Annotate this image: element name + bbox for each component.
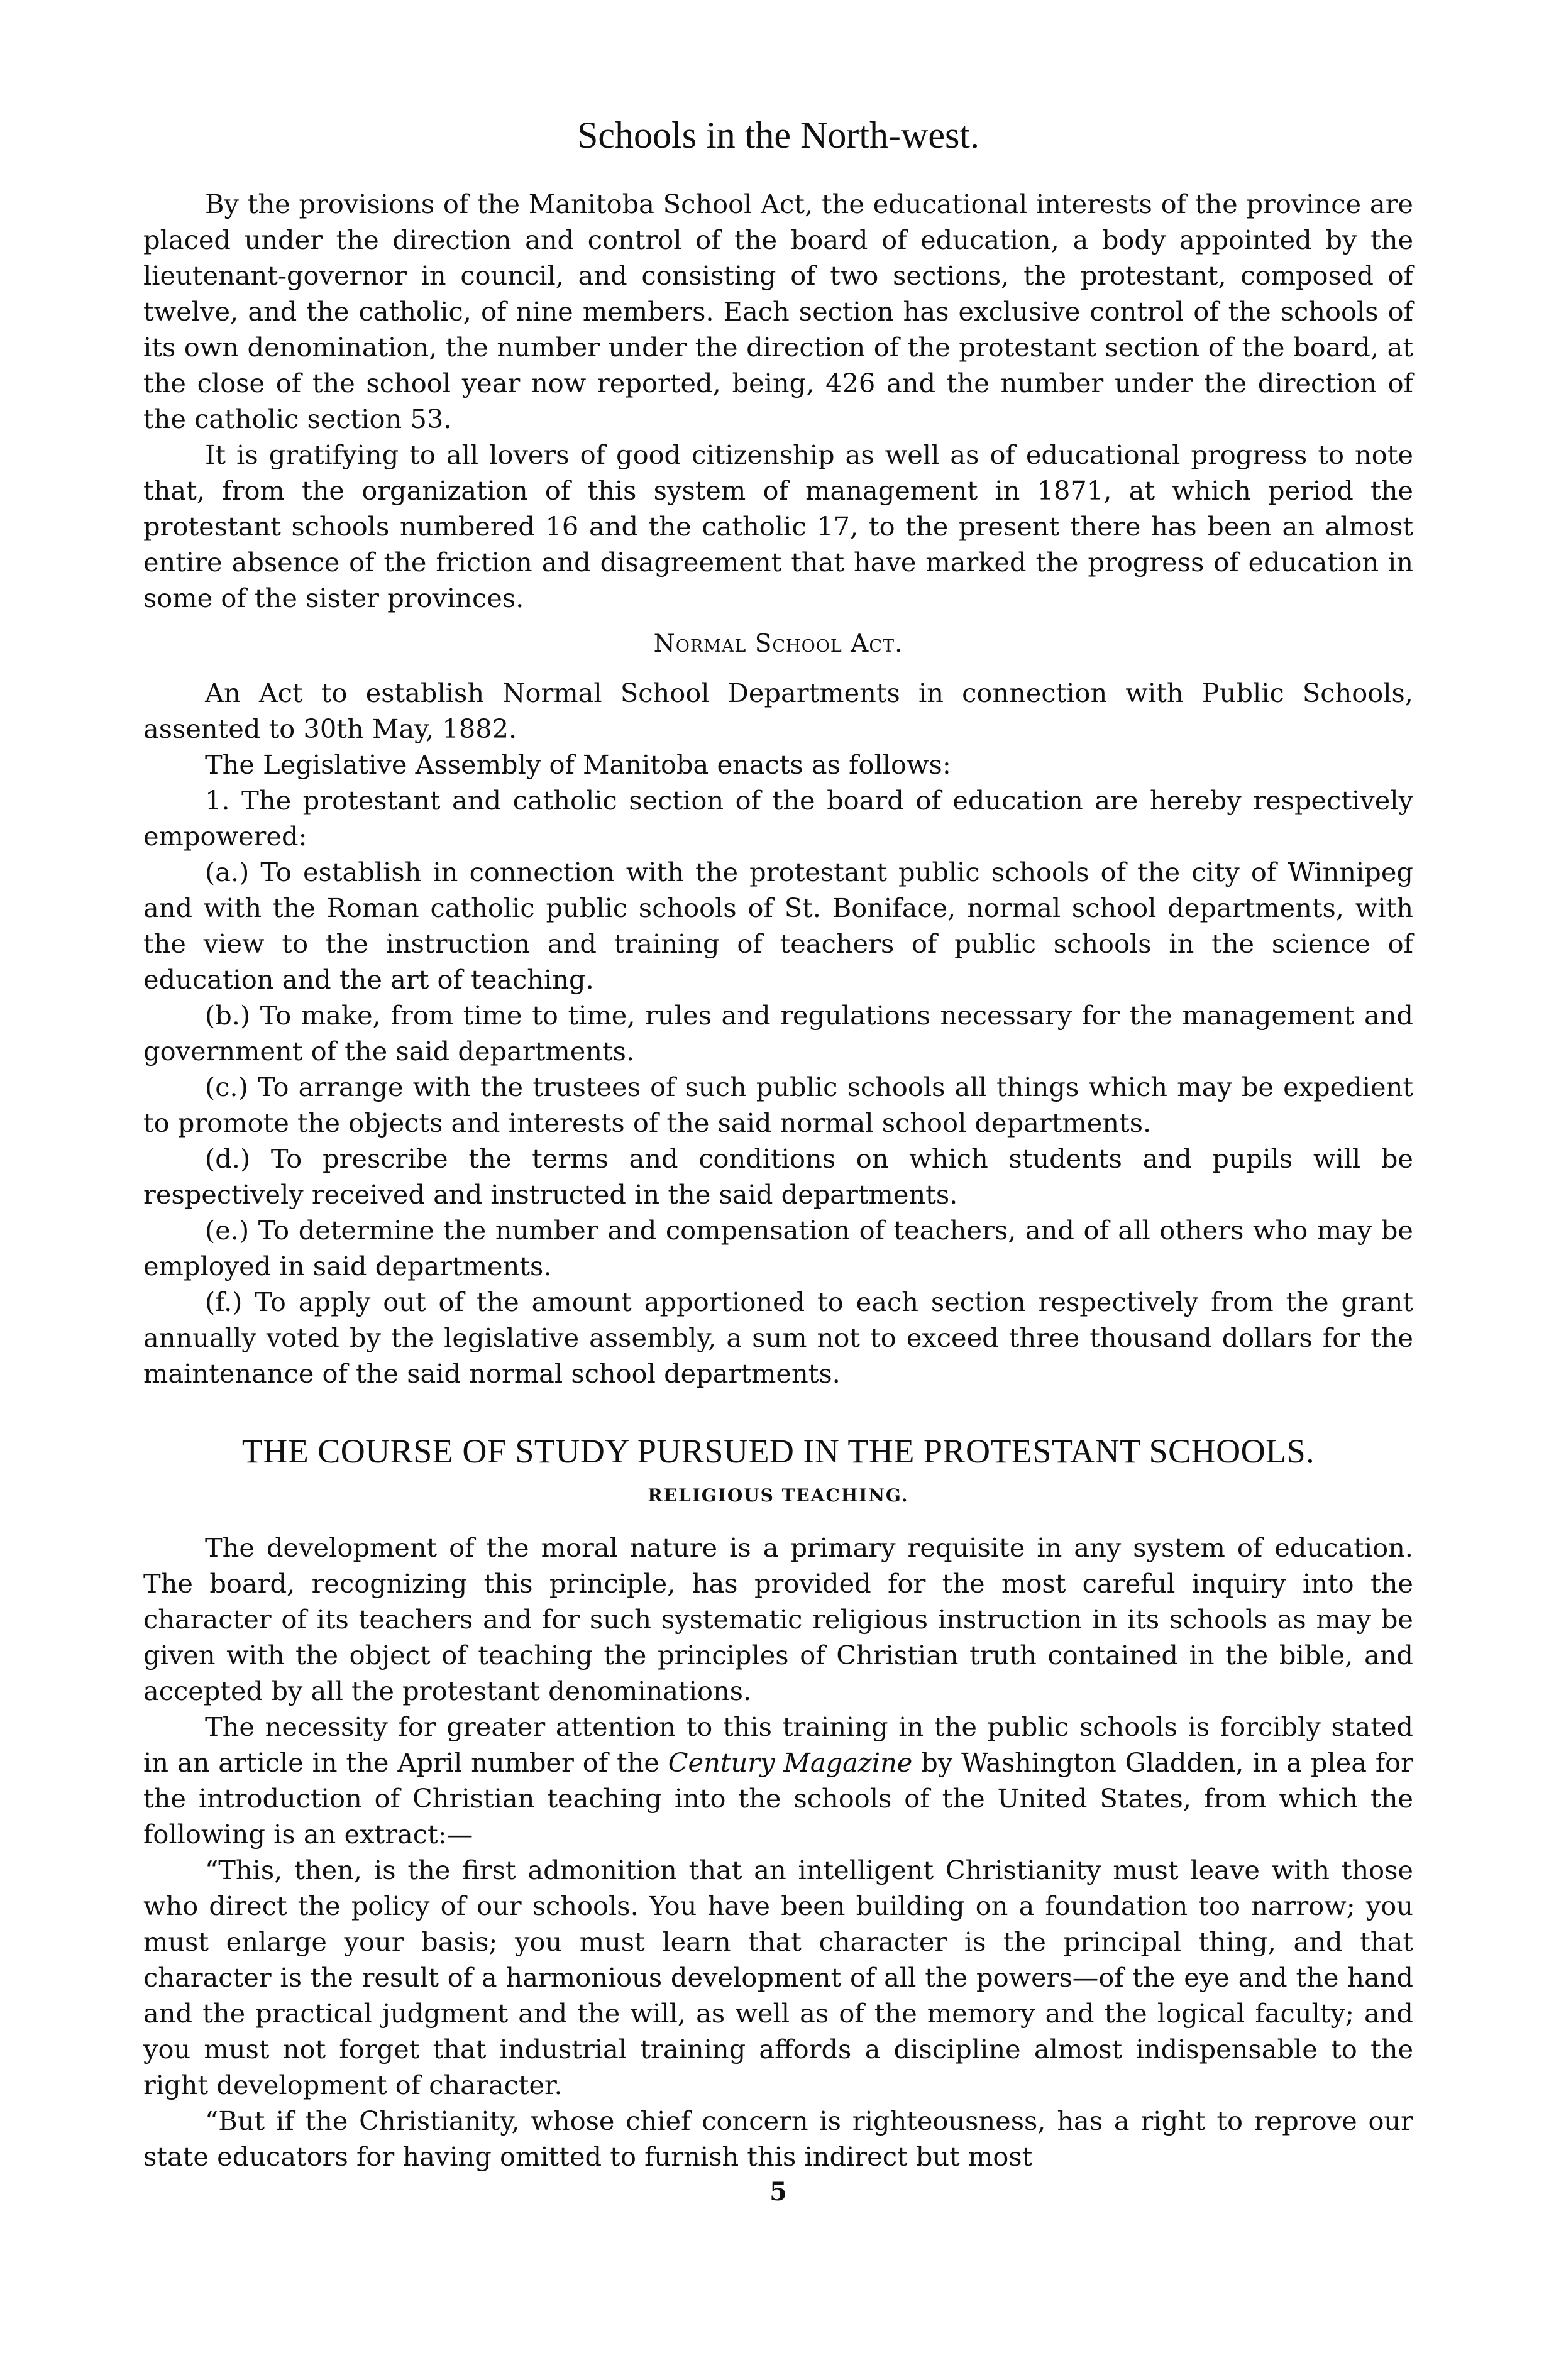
clause-e: (e.) To determine the number and compensation of teachers, and of all others who may be employed in said departments.: [143, 1215, 1413, 1281]
clause-c: (c.) To arrange with the trustees of such public schools all things which may be expedient to promote the objects and interests of the said normal school departments.: [143, 1072, 1413, 1138]
paragraph-citizenship: It is gratifying to all lovers of good citizenship as well as of educational progress to note that, from the organization of this system of management in 1871, at which period the protestant schools numbered 16 and the catholic 17, to the present there has been an almost entire absence of the friction and disagreement that have marked the progress of education in some of the sister provinces.: [143, 439, 1413, 613]
paragraph-clause-1: 1. The protestant and catholic section of the board of education are hereby respectively empowered:: [143, 785, 1413, 852]
necessity-text-start: The necessity for greater attention to this training in the public schools is forcibly stated in an article in the April number of the: [143, 1711, 1413, 1778]
clause-b: (b.) To make, from time to time, rules and regulations necessary for the management and government of the said departments.: [143, 1000, 1413, 1067]
document-page: [143, 113, 1413, 2207]
page-title: Schools in the North-west.: [577, 114, 979, 156]
paragraph-enacts: The Legislative Assembly of Manitoba enacts as follows:: [205, 749, 951, 780]
heading-course-of-study: THE COURSE OF STUDY PURSUED IN THE PROTESTANT SCHOOLS.: [241, 1432, 1315, 1470]
necessity-text-end: by Washington Gladden, in a plea for the introduction of Christian teaching into the schools of the United States, from which the following is an extract:—: [143, 1747, 1414, 1850]
paragraph-moral-nature: The development of the moral nature is a primary requisite in any system of education. The board, recognizing this principle, has provided for the most careful inquiry into the character of its teachers and for such systematic religious instruction in its schools as may be given with the object of teaching the principles of Christian truth contained in the bible, and accepted by all the protestant denominations.: [143, 1532, 1413, 1706]
page-number: 5: [769, 2177, 787, 2207]
heading-religious-teaching: RELIGIOUS TEACHING.: [648, 1485, 909, 1506]
heading-normal-school-act: Normal School Act.: [653, 630, 903, 658]
magazine-title: Century Magazine: [668, 1747, 913, 1778]
clause-a: (a.) To establish in connection with the protestant public schools of the city of Winnipeg and with the Roman catholic public schools of St. Boniface, normal school departments, with the view to the instruction and training of teachers of public schools in the science of education and the art of teaching.: [143, 857, 1413, 995]
paragraph-school-act: By the provisions of the Manitoba School Act, the educational interests of the province are placed under the direction and control of the board of education, a body appointed by the lieutenant-governor in council, and consisting of two sections, the protestant, composed of twelve, and the catholic, of nine members. Each section has exclusive control of the schools of its own denomination, the number under the direction of the protestant section of the board, at the close of the school year now reported, being, 426 and the number under the direction of the catholic section 53.: [143, 189, 1413, 434]
clause-d: (d.) To prescribe the terms and conditions on which students and pupils will be respectively received and instructed in the said departments.: [143, 1143, 1413, 1210]
clause-f: (f.) To apply out of the amount apportioned to each section respectively from the grant annually voted by the legislative assembly, a sum not to exceed three thousand dollars for the maintenance of the said normal school departments.: [143, 1286, 1413, 1389]
paragraph-act-title: An Act to establish Normal School Departments in connection with Public Schools, assented to 30th May, 1882.: [143, 677, 1413, 744]
quote-christianity: “But if the Christianity, whose chief concern is righteousness, has a right to reprove our state educators for having omitted to furnish this indirect but most: [143, 2105, 1413, 2172]
quote-admonition: “This, then, is the first admonition that an intelligent Christianity must leave with those who direct the policy of our schools. You have been building on a foundation too narrow; you must enlarge your basis; you must learn that character is the principal thing, and that character is the result of a harmonious development of all the powers—of the eye and the hand and the practical judgment and the will, as well as of the memory and the logical faculty; and you must not forget that industrial training affords a discipline almost indispensable to the right development of character.: [143, 1855, 1413, 2100]
paragraph-necessity: [143, 1709, 1413, 1852]
